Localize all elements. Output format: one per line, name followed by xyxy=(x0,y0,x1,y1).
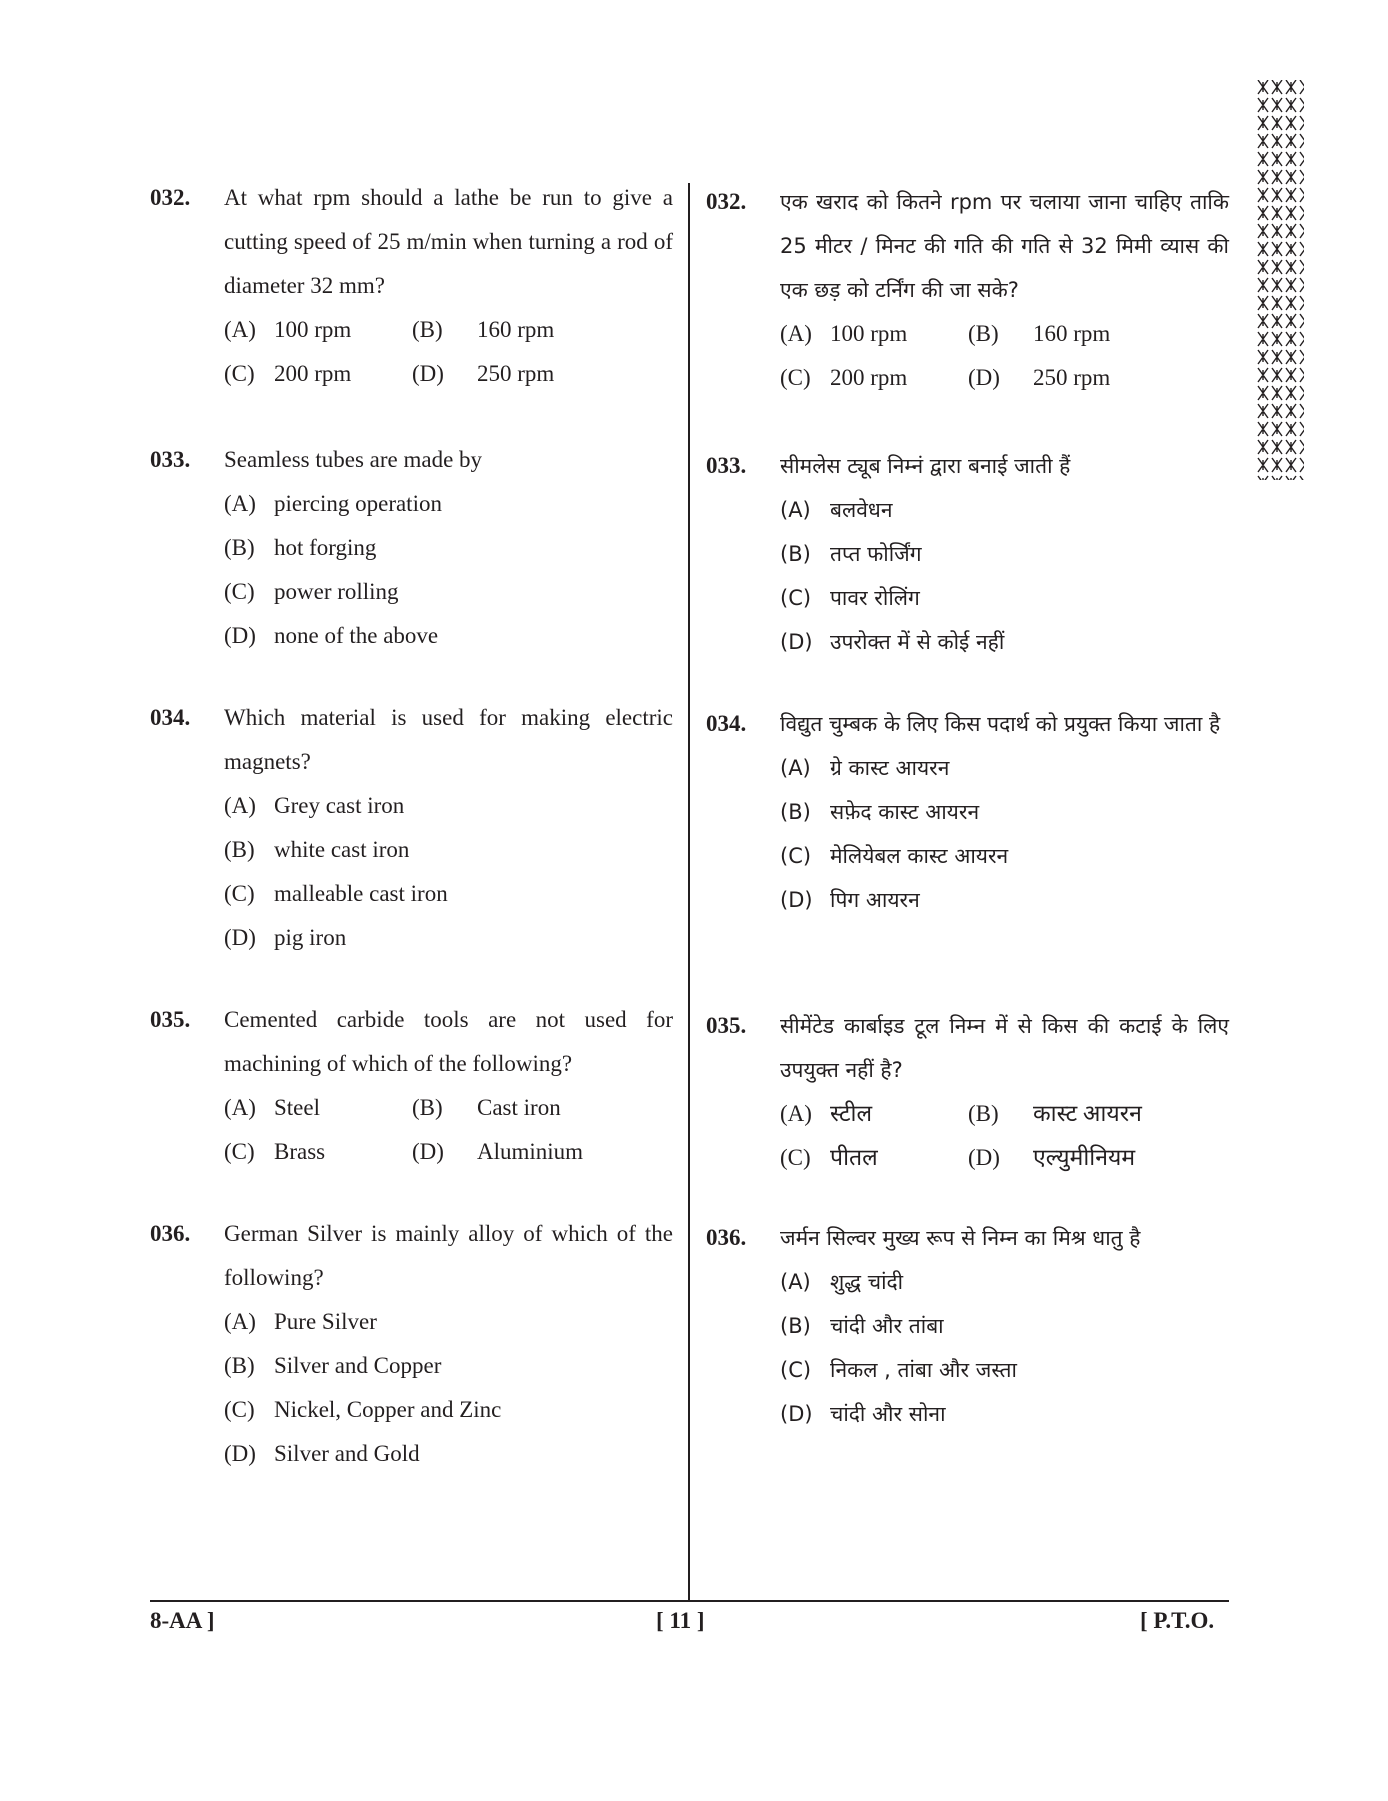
option-label: (C) xyxy=(224,1397,255,1422)
option-row xyxy=(780,1136,1229,1180)
option-label: (A) xyxy=(224,1309,256,1334)
option-label: (C) xyxy=(224,361,255,386)
option-text: white cast iron xyxy=(274,837,410,862)
option-text: hot forging xyxy=(274,535,377,560)
option-label: (B) xyxy=(780,542,811,566)
option-text: Cast iron xyxy=(477,1095,561,1120)
option-row xyxy=(224,352,673,396)
option-label: (C) xyxy=(224,579,255,604)
question-number: 036. xyxy=(706,1225,747,1250)
option xyxy=(224,308,412,352)
option-text: चांदी और सोना xyxy=(830,1402,946,1426)
question-number: 034. xyxy=(150,705,191,730)
option xyxy=(780,576,1229,620)
option-text: 250 rpm xyxy=(1033,365,1111,390)
option xyxy=(412,308,554,352)
option-text: 160 rpm xyxy=(477,317,555,342)
question-036 xyxy=(150,1212,673,1476)
option xyxy=(780,620,1229,664)
question-text: Cemented carbide tools are not used for machining of which of the following? xyxy=(224,1007,673,1076)
question-number: 033. xyxy=(706,453,747,478)
option-label: (D) xyxy=(780,630,813,654)
option-row xyxy=(780,1092,1229,1136)
option-text: निकल , तांबा और जस्ता xyxy=(830,1358,1017,1382)
option-text: Steel xyxy=(274,1095,320,1120)
question-number: 032. xyxy=(706,189,747,214)
option-text: Grey cast iron xyxy=(274,793,405,818)
option-text: Brass xyxy=(274,1139,326,1164)
question-text: German Silver is mainly alloy of which of the following? xyxy=(224,1221,673,1290)
option xyxy=(780,878,1229,922)
question-032 xyxy=(150,176,673,396)
option xyxy=(412,1086,561,1130)
option-text: 100 rpm xyxy=(830,321,908,346)
option-label: (A) xyxy=(224,317,256,342)
option xyxy=(780,790,1229,834)
option-text: Nickel, Copper and Zinc xyxy=(274,1397,502,1422)
option xyxy=(224,1086,412,1130)
option-label: (D) xyxy=(780,1402,813,1426)
option-label: (D) xyxy=(780,888,813,912)
option-text: Silver and Copper xyxy=(274,1353,442,1378)
option xyxy=(780,1092,968,1136)
question-text: सीमलेस ट्यूब निम्नं द्वारा बनाई जाती हैं xyxy=(780,454,1071,478)
option xyxy=(224,872,673,916)
option-label: (D) xyxy=(224,925,256,950)
option-text: Pure Silver xyxy=(274,1309,377,1334)
option-text: मेलियेबल कास्ट आयरन xyxy=(830,844,1009,868)
option xyxy=(412,1130,583,1174)
option-text: कास्ट आयरन xyxy=(1033,1101,1142,1126)
option xyxy=(780,488,1229,532)
option-text: pig iron xyxy=(274,925,347,950)
option xyxy=(780,532,1229,576)
option xyxy=(780,1392,1229,1436)
option xyxy=(224,1344,673,1388)
option-text: Silver and Gold xyxy=(274,1441,420,1466)
option-label: (A) xyxy=(224,793,256,818)
option-text: एल्युमीनियम xyxy=(1033,1145,1136,1170)
option-label: (A) xyxy=(780,1101,812,1126)
option-label: (B) xyxy=(224,837,255,862)
option-row xyxy=(224,1130,673,1174)
question-text: विद्युत चुम्बक के लिए किस पदार्थ को प्रयुक्त किया जाता है xyxy=(780,712,1221,736)
option xyxy=(224,784,673,828)
option-row xyxy=(224,308,673,352)
option-label: (B) xyxy=(968,1101,999,1126)
footer-code: 8-AA ] xyxy=(150,1608,215,1633)
option-text: उपरोक्त में से कोई नहीं xyxy=(830,630,1005,654)
question-text: जर्मन सिल्वर मुख्य रूप से निम्न का मिश्र धातु है xyxy=(780,1226,1141,1250)
option xyxy=(780,834,1229,878)
question-034 xyxy=(706,702,1229,922)
option xyxy=(224,570,673,614)
option xyxy=(780,356,968,400)
option-label: (C) xyxy=(780,586,812,610)
question-number: 032. xyxy=(150,185,191,210)
option xyxy=(224,828,673,872)
option xyxy=(224,526,673,570)
question-036 xyxy=(706,1216,1229,1436)
option xyxy=(780,746,1229,790)
option xyxy=(224,352,412,396)
option-label: (D) xyxy=(224,623,256,648)
option xyxy=(224,1300,673,1344)
question-035 xyxy=(706,1004,1229,1180)
option-label: (C) xyxy=(780,1358,812,1382)
option xyxy=(224,1130,412,1174)
option xyxy=(224,482,673,526)
question-number: 033. xyxy=(150,447,191,472)
option-text: बलवेधन xyxy=(830,498,893,522)
option-label: (C) xyxy=(780,844,812,868)
option-text: 200 rpm xyxy=(274,361,352,386)
option-label: (D) xyxy=(412,361,444,386)
question-number: 035. xyxy=(706,1013,747,1038)
question-text: सीमेंटेड कार्बाइड टूल निम्न में से किस की कटाई के लिए उपयुक्त नहीं है? xyxy=(780,1014,1229,1082)
option xyxy=(780,1348,1229,1392)
option-text: चांदी और तांबा xyxy=(830,1314,944,1338)
option-text: piercing operation xyxy=(274,491,442,516)
option-label: (B) xyxy=(780,1314,811,1338)
option-label: (A) xyxy=(224,491,256,516)
option-label: (D) xyxy=(412,1139,444,1164)
option xyxy=(780,1304,1229,1348)
option-label: (A) xyxy=(780,498,811,522)
security-pattern xyxy=(1254,80,1304,480)
option-label: (B) xyxy=(968,321,999,346)
question-number: 034. xyxy=(706,711,747,736)
option-label: (C) xyxy=(224,881,255,906)
option-label: (A) xyxy=(780,1270,811,1294)
option-text: शुद्ध चांदी xyxy=(830,1270,904,1294)
option-label: (A) xyxy=(780,756,811,780)
option-text: सफ़ेद कास्ट आयरन xyxy=(830,800,980,824)
column-divider xyxy=(688,183,690,1600)
option xyxy=(968,312,1110,356)
question-034 xyxy=(150,696,673,960)
option-text: पीतल xyxy=(830,1145,878,1170)
option-row xyxy=(780,312,1229,356)
option-label: (D) xyxy=(968,365,1000,390)
option xyxy=(780,1136,968,1180)
question-number: 036. xyxy=(150,1221,191,1246)
option-label: (C) xyxy=(780,365,811,390)
option xyxy=(412,352,554,396)
option xyxy=(224,614,673,658)
option-label: (A) xyxy=(224,1095,256,1120)
option-text: पावर रोलिंग xyxy=(830,586,920,610)
option-label: (D) xyxy=(224,1441,256,1466)
option-text: 200 rpm xyxy=(830,365,908,390)
option-text: ग्रे कास्ट आयरन xyxy=(830,756,950,780)
question-035 xyxy=(150,998,673,1174)
question-text: Which material is used for making electric magnets? xyxy=(224,705,673,774)
option xyxy=(968,1092,1142,1136)
footer-rule xyxy=(150,1600,1229,1602)
option-label: (B) xyxy=(224,535,255,560)
option-label: (B) xyxy=(412,317,443,342)
option-row xyxy=(780,356,1229,400)
question-032 xyxy=(706,180,1229,400)
option xyxy=(780,1260,1229,1304)
option-row xyxy=(224,1086,673,1130)
question-text: एक खराद को कितने rpm पर चलाया जाना चाहिए ताकि 25 मीटर / मिनट की गति की गति से 32 मिमी व्यास की एक छड़ को टर्निंग की जा सके? xyxy=(780,190,1229,302)
option-label: (A) xyxy=(780,321,812,346)
option-label: (C) xyxy=(224,1139,255,1164)
question-033 xyxy=(706,444,1229,664)
option-label: (D) xyxy=(968,1145,1000,1170)
option-text: पिग आयरन xyxy=(830,888,920,912)
option-text: Aluminium xyxy=(477,1139,584,1164)
option-text: स्टील xyxy=(830,1101,873,1126)
option-text: तप्त फोर्जिंग xyxy=(830,542,922,566)
option-label: (B) xyxy=(780,800,811,824)
question-text: At what rpm should a lathe be run to give a cutting speed of 25 m/min when turning a rod of diameter 32 mm? xyxy=(224,185,673,298)
question-number: 035. xyxy=(150,1007,191,1032)
option xyxy=(968,1136,1135,1180)
option-text: none of the above xyxy=(274,623,439,648)
question-033 xyxy=(150,438,673,658)
option-label: (C) xyxy=(780,1145,811,1170)
pto-label: [ P.T.O. xyxy=(1140,1608,1215,1633)
option-text: power rolling xyxy=(274,579,399,604)
option-text: malleable cast iron xyxy=(274,881,448,906)
option xyxy=(224,916,673,960)
option xyxy=(968,356,1110,400)
option-text: 100 rpm xyxy=(274,317,352,342)
option-text: 160 rpm xyxy=(1033,321,1111,346)
option-text: 250 rpm xyxy=(477,361,555,386)
option-label: (B) xyxy=(412,1095,443,1120)
option-label: (B) xyxy=(224,1353,255,1378)
option xyxy=(224,1388,673,1432)
question-text: Seamless tubes are made by xyxy=(224,447,483,472)
option xyxy=(224,1432,673,1476)
option xyxy=(780,312,968,356)
page-number: [ 11 ] xyxy=(656,1608,705,1633)
